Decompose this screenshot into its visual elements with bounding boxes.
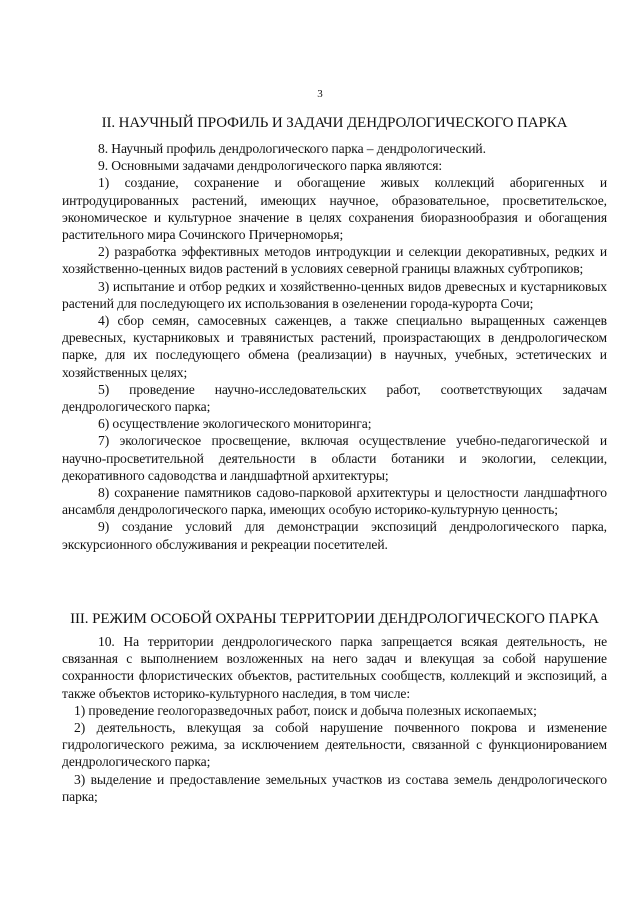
section-2-heading: II. НАУЧНЫЙ ПРОФИЛЬ И ЗАДАЧИ ДЕНДРОЛОГИЧЕСКОГО ПАРКА [101, 115, 568, 131]
list-item: 6) осуществление экологического мониторинга; [98, 416, 372, 432]
paragraph: 8. Научный профиль дендрологического парка – дендрологический. [98, 141, 486, 156]
section-3-heading: III. РЕЖИМ ОСОБОЙ ОХРАНЫ ТЕРРИТОРИИ ДЕНДРОЛОГИЧЕСКОГО ПАРКА [70, 611, 599, 627]
list-item: 2) деятельность, влекущая за собой нарушение почвенного покрова и изменение гидрологического режима, за исключением деятельности, связанной с функционированием дендрологического парка; [62, 720, 607, 770]
list-item: 5) проведение научно-исследовательских работ, соответствующих задачам дендрологического парка; [62, 381, 607, 415]
page-number: 3 [317, 88, 323, 100]
paragraph: 9. Основными задачами дендрологического парка являются: [98, 158, 443, 174]
list-item: 1) создание, сохранение и обогащение живых коллекций аборигенных и интродуцированных растений, имеющих научное, образовательное, просветительское, экономическое и культурное значение в целях сохранения биоразнообразия и обогащения растительного мира Сочинского Причерноморья; [62, 175, 607, 243]
section-3-body [62, 633, 607, 805]
list-item: 3) выделение и предоставление земельных участков из состава земель дендрологического парка; [62, 771, 607, 804]
section-2-body [62, 140, 607, 553]
list-item: 1) проведение геологоразведочных работ, поиск и добыча полезных ископаемых; [74, 702, 537, 718]
paragraph: 10. На территории дендрологического парка запрещается всякая деятельность, не связанная с выполнением возложенных на него задач и влекущая за собой нарушение сохранности флористических объектов, растительных сообществ, коллекций и экспозиций, а также объектов историко-культурного наследия, в том числе: [62, 634, 607, 701]
list-item: 3) испытание и отбор редких и хозяйственно-ценных видов древесных и кустарниковых растений для последующего их использования в озеленении города-курорта Сочи; [62, 278, 607, 311]
list-item: 9) создание условий для демонстрации экспозиций дендрологического парка, экскурсионного обслуживания и рекреации посетителей. [62, 519, 607, 552]
list-item: 8) сохранение памятников садово-парковой архитектуры и целостности ландшафтного ансамбля дендрологического парка, имеющих особую историко-культурную ценность; [62, 485, 607, 518]
list-item: 4) сбор семян, самосевных саженцев, а также специально выращенных саженцев древесных, кустарниковых и травянистых растений, произрастающих в дендрологическом парке, для их последующего обмена (реализации) в научных, учебных, эстетических и хозяйственных целях; [62, 313, 607, 380]
list-item: 2) разработка эффективных методов интродукции и селекции декоративных, редких и хозяйственно-ценных видов растений в условиях северной границы влажных субтропиков; [62, 244, 607, 277]
list-item: 7) экологическое просвещение, включая осуществление учебно-педагогической и научно-просветительной деятельности в области ботаники и экологии, селекции, декоративного садоводства и ландшафтной архитектуры; [62, 433, 607, 483]
